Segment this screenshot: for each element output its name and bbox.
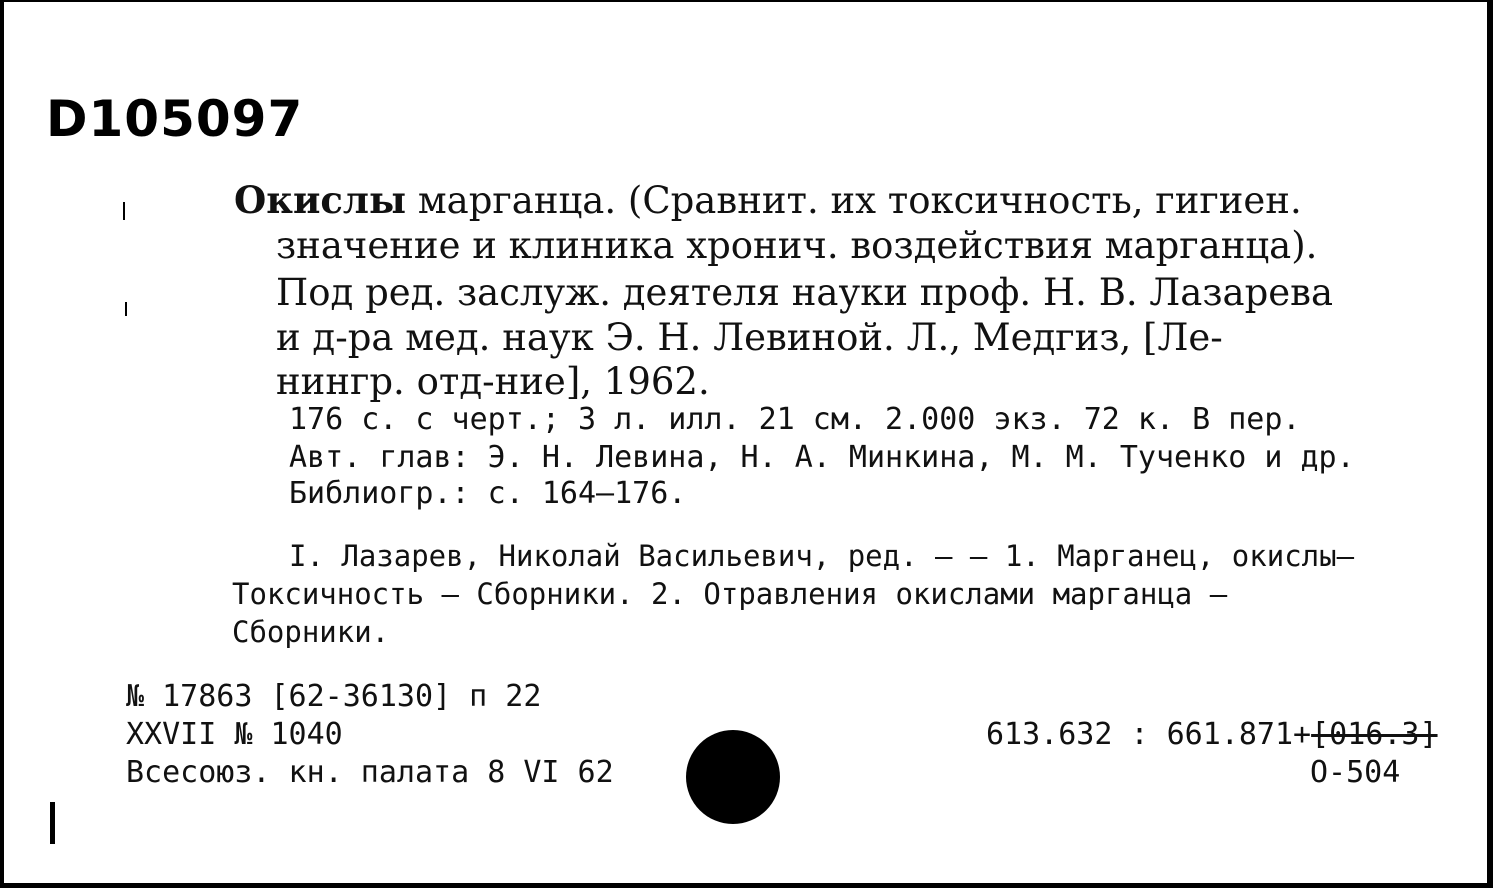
classification-code: 613.632 : 661.871+ <box>986 717 1312 752</box>
margin-mark <box>125 302 127 316</box>
title-line: и д-ра мед. наук Э. Н. Левиной. Л., Медгиз, [Ле- <box>276 316 1223 359</box>
title-first-line <box>234 180 1302 221</box>
meta-line: № 17863 [62-36130] п 22 <box>126 679 542 714</box>
meta-line: Всесоюз. кн. палата 8 VI 62 <box>126 755 614 790</box>
subject-line: I. Лазарев, Николай Васильевич, ред. — — 1. Марганец, окислы— <box>289 539 1355 573</box>
title-line: Под ред. заслуж. деятеля науки проф. Н. В. Лазарева <box>276 271 1334 314</box>
title-line: значение и клиника хронич. воздействия марганца). <box>276 224 1318 267</box>
details-line: Библиогр.: с. 164—176. <box>289 476 687 511</box>
details-line: Авт. глав: Э. Н. Левина, Н. А. Минкина, М. М. Тученко и др. <box>289 440 1355 475</box>
subject-line: Токсичность — Сборники. 2. Отравления окислами марганца — <box>232 577 1228 611</box>
title-rest: марганца. (Сравнит. их токсичность, гигиен. <box>417 179 1302 222</box>
title-lead: Окислы <box>234 178 407 222</box>
margin-mark <box>123 202 125 220</box>
details-line: 176 с. с черт.; 3 л. илл. 21 см. 2.000 экз. 72 к. В пер. <box>289 402 1301 437</box>
classification-struck: [016.3] <box>1311 717 1438 752</box>
punch-hole <box>686 730 780 824</box>
margin-mark <box>50 802 55 844</box>
title-line: нингр. отд-ние], 1962. <box>276 360 710 403</box>
classification <box>986 716 1438 754</box>
meta-line: XXVII № 1040 <box>126 717 343 752</box>
call-number: О-504 <box>1310 755 1401 790</box>
subject-line: Сборники. <box>232 615 390 649</box>
card-id: D105097 <box>46 90 304 148</box>
